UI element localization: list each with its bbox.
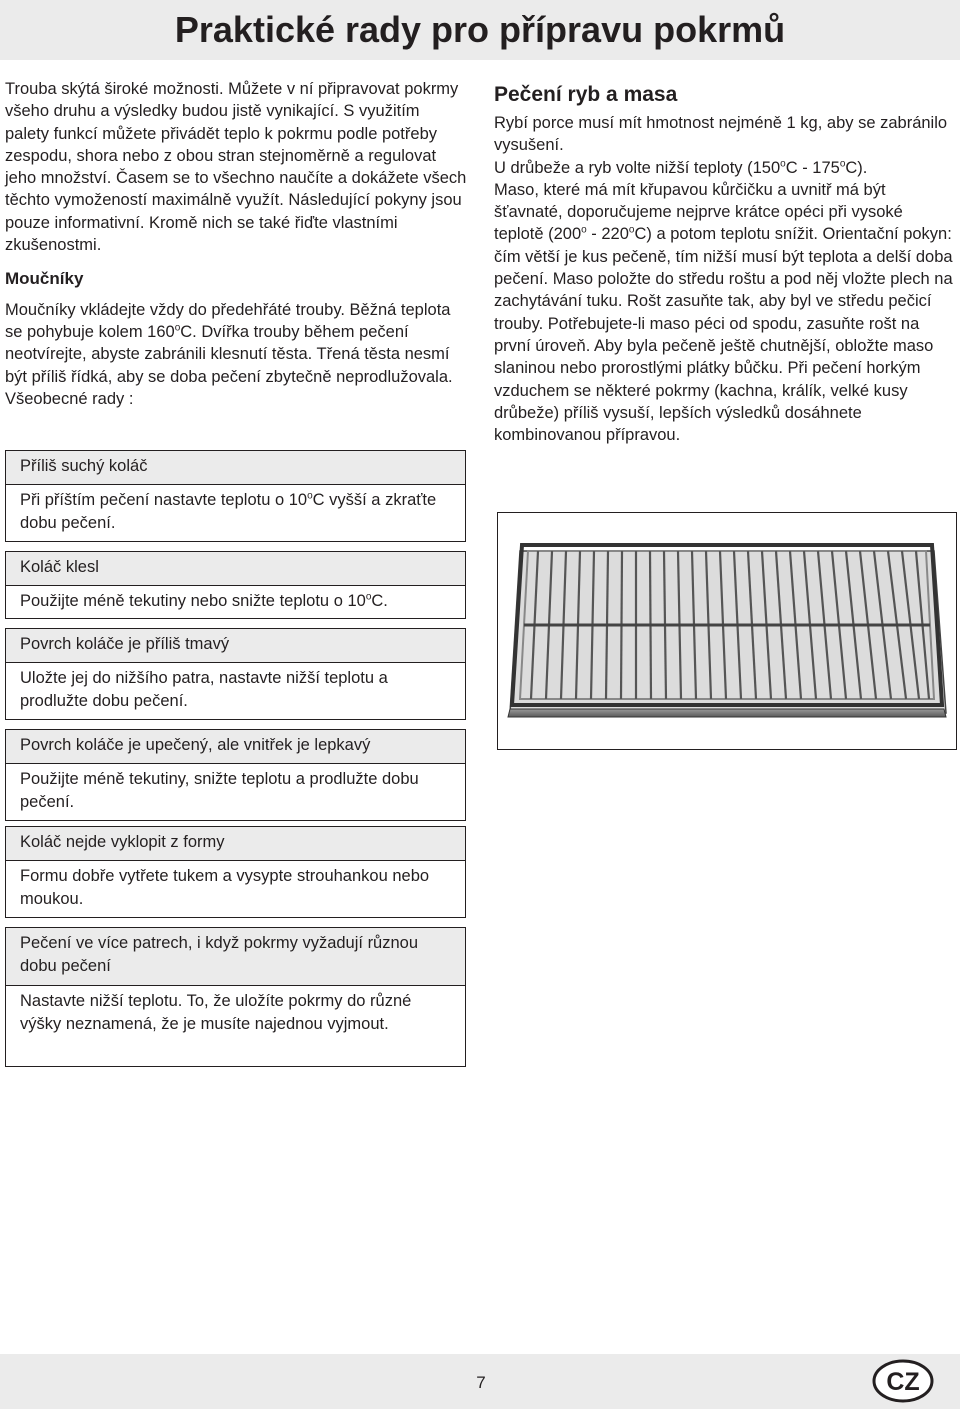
- baking-paragraph: [5, 299, 467, 410]
- fish-paragraph: Rybí porce musí mít hmotnost nejméně 1 kg, aby se zabránilo vysušení.: [494, 114, 948, 155]
- degree-sign: o: [839, 158, 846, 170]
- tip-solution: [5, 860, 466, 918]
- tip-solution: [5, 985, 466, 1067]
- poultry-text: C).: [845, 158, 868, 177]
- tip-solution-text: Uložte jej do nižšího patra, nastavte nižší teplotu a prodlužte dobu pečení.: [20, 669, 388, 710]
- right-column: [494, 82, 956, 446]
- degree-sign: o: [581, 224, 587, 236]
- tip-problem: Povrch koláče je příliš tmavý: [5, 628, 466, 662]
- intro-paragraph: Trouba skýtá široké možnosti. Můžete v ní připravovat pokrmy všeho druhu a výsledky budou jistě vynikající. S využitím palety funkcí můžete přivádět teplo k pokrmu podle potřeby zespodu, shora nebo z obou stran stejnoměrně a regulovat jeho množství. Časem se to všechno naučíte a dokážete všech těchto vymožeností maximálně využít. Následující pokyny jsou pouze informativní. Kromě nich se také řiďte vlastními zkušenostmi.: [5, 80, 467, 255]
- tip-solution-text: C.: [371, 592, 388, 610]
- meat-text: C) a potom teplotu snížit. Orientační pokyn: čím větší je kus pečeně, tím nižší musí být teplota a delší doba pečení. Maso položte do středu roštu a pod něj vložte plech na zachytávání tuku. Rošt zasuňte tak, aby byl ve středu pečicí trouby. Potřebujete-li maso péci od spodu, zasuňte rošt na první úroveň. Aby byla pečeně ještě chutnější, obložte maso slaninou nebo prorostlými plátky bůčku. Při pečení horkým vzduchem se některé pokrmy (kachna, králík, velké kusy drůbeže) příliš vysuší, lepších výsledků dosáhnete kombinovanou přípravou.: [494, 225, 953, 445]
- degree-sign: o: [628, 224, 635, 236]
- language-badge-text: CZ: [886, 1368, 920, 1396]
- poultry-text: C - 175: [785, 158, 840, 177]
- tip-problem: Povrch koláče je upečený, ale vnitřek je lepkavý: [5, 729, 466, 763]
- degree-sign: o: [174, 322, 181, 334]
- tip-solution-text: Formu dobře vytřete tukem a vysypte strouhankou nebo moukou.: [20, 867, 430, 908]
- rack-front-lip: [508, 709, 946, 717]
- tip-solution-text: Při příštím pečení nastavte teplotu o 10: [20, 491, 308, 509]
- tip-problem: Koláč klesl: [5, 551, 466, 585]
- tip-solution: [5, 585, 466, 619]
- meat-text: - 220: [586, 225, 629, 244]
- tip-solution-text: Nastavte nižší teplotu. To, že uložíte pokrmy do různé výšky neznamená, že je musíte najednou vyjmout.: [20, 992, 412, 1033]
- tip-box: [5, 450, 466, 542]
- baking-text-part2: C. Dvířka trouby během pečení neotvírejte, abyste zabránili klesnutí těsta. Třená těsta nesmí být příliš řídká, aby se doba pečení zbytečně neprodlužovala. Všeobecné rady :: [5, 322, 453, 408]
- tip-problem: Pečení ve více patrech, i když pokrmy vyžadují různou dobu pečení: [5, 927, 466, 985]
- tip-solution-text: C vyšší a zkraťte dobu pečení.: [20, 491, 437, 532]
- baking-text-part1: Moučníky vkládejte vždy do předehřáté trouby. Běžná teplota se pohybuje kolem 160: [5, 300, 451, 341]
- page-title: Praktické rady pro přípravu pokrmů: [174, 9, 786, 50]
- tip-problem: Koláč nejde vyklopit z formy: [5, 826, 466, 860]
- oven-rack-drawing: [498, 513, 956, 749]
- tip-box: [5, 826, 466, 918]
- tip-box: [5, 729, 466, 821]
- language-badge: [872, 1358, 934, 1404]
- tip-solution: [5, 763, 466, 821]
- baking-heading: Moučníky: [5, 269, 84, 289]
- tip-box: [5, 927, 466, 1067]
- cz-oval-icon: [872, 1358, 934, 1404]
- fish-meat-heading: Pečení ryb a masa: [494, 83, 678, 106]
- degree-sign: o: [780, 158, 786, 170]
- tip-solution: [5, 484, 466, 542]
- left-column: [5, 78, 467, 410]
- oven-rack-illustration: [497, 512, 957, 750]
- tip-box: [5, 551, 466, 619]
- poultry-paragraph: [494, 157, 956, 179]
- meat-text: Maso, které má mít křupavou kůrčičku a uvnitř má být šťavnaté, doporučujeme nejprve krátce opéci při vysoké teplotě (200: [494, 180, 903, 244]
- tip-box: [5, 628, 466, 720]
- tip-solution: [5, 662, 466, 720]
- meat-paragraph: [494, 179, 956, 447]
- tip-problem: Příliš suchý koláč: [5, 450, 466, 484]
- tip-solution-text: Použijte méně tekutiny nebo snižte teplotu o 10: [20, 592, 366, 610]
- degree-sign: o: [307, 490, 313, 502]
- poultry-text: U drůbeže a ryb volte nižší teploty (150: [494, 158, 781, 177]
- page-number: 7: [476, 1373, 486, 1392]
- tip-solution-text: Použijte méně tekutiny, snižte teplotu a prodlužte dobu pečení.: [20, 770, 419, 811]
- degree-sign: o: [365, 591, 372, 603]
